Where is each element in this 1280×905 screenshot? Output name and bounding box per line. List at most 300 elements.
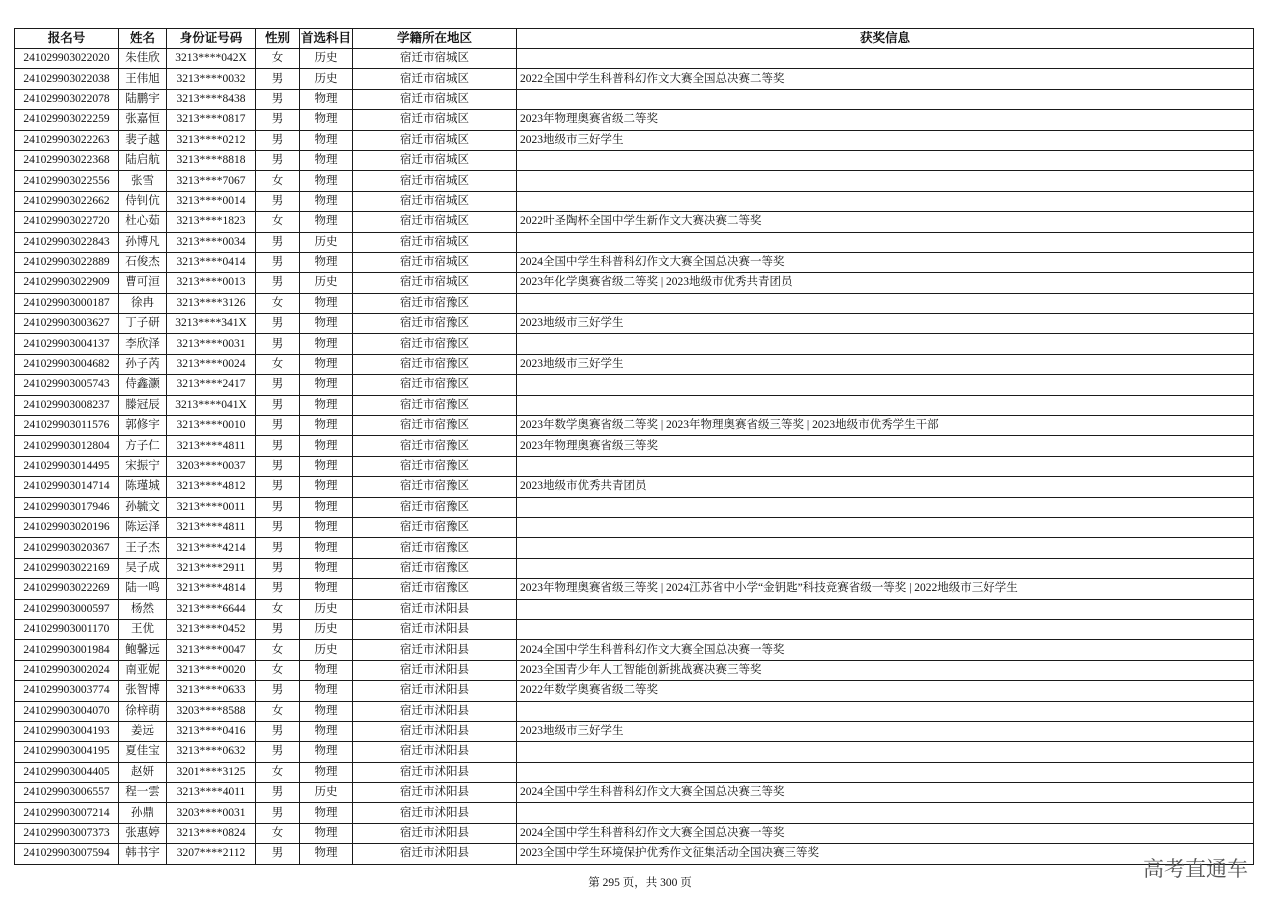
cell-registration-number: 241029903022843	[15, 232, 119, 252]
student-award-table	[14, 28, 1254, 865]
cell-subject: 物理	[300, 681, 353, 701]
cell-student-name: 赵妍	[119, 762, 167, 782]
cell-subject: 物理	[300, 742, 353, 762]
table-row	[15, 477, 1254, 497]
cell-gender: 女	[256, 640, 300, 660]
cell-awards	[517, 456, 1254, 476]
table-row	[15, 436, 1254, 456]
cell-student-name: 陆启航	[119, 150, 167, 170]
cell-region: 宿迁市宿豫区	[353, 436, 517, 456]
cell-subject: 物理	[300, 416, 353, 436]
cell-student-name: 朱佳欣	[119, 49, 167, 69]
cell-subject: 物理	[300, 558, 353, 578]
cell-student-name: 孙鼎	[119, 803, 167, 823]
cell-id-number: 3213****042X	[167, 49, 256, 69]
cell-id-number: 3213****0047	[167, 640, 256, 660]
cell-gender: 男	[256, 619, 300, 639]
cell-region: 宿迁市沭阳县	[353, 762, 517, 782]
cell-gender: 男	[256, 538, 300, 558]
cell-registration-number: 241029903017946	[15, 497, 119, 517]
table-header	[15, 29, 1254, 49]
cell-subject: 历史	[300, 69, 353, 89]
cell-awards	[517, 599, 1254, 619]
cell-gender: 男	[256, 130, 300, 150]
cell-registration-number: 241029903011576	[15, 416, 119, 436]
cell-awards: 2023年化学奥赛省级二等奖 | 2023地级市优秀共青团员	[517, 273, 1254, 293]
table-row	[15, 681, 1254, 701]
cell-gender: 男	[256, 273, 300, 293]
cell-student-name: 方子仁	[119, 436, 167, 456]
cell-subject: 物理	[300, 517, 353, 537]
cell-awards: 2023全国青少年人工智能创新挑战赛决赛三等奖	[517, 660, 1254, 680]
cell-student-name: 陆鹏宇	[119, 89, 167, 109]
cell-student-name: 吴子成	[119, 558, 167, 578]
cell-region: 宿迁市宿城区	[353, 273, 517, 293]
cell-id-number: 3213****4811	[167, 436, 256, 456]
cell-student-name: 张惠婷	[119, 823, 167, 843]
cell-registration-number: 241029903020367	[15, 538, 119, 558]
cell-gender: 男	[256, 334, 300, 354]
cell-id-number: 3213****0452	[167, 619, 256, 639]
cell-gender: 男	[256, 69, 300, 89]
cell-subject: 物理	[300, 436, 353, 456]
cell-id-number: 3213****0632	[167, 742, 256, 762]
table-row	[15, 354, 1254, 374]
cell-region: 宿迁市宿豫区	[353, 558, 517, 578]
table-row	[15, 517, 1254, 537]
cell-region: 宿迁市宿豫区	[353, 416, 517, 436]
cell-subject: 历史	[300, 619, 353, 639]
cell-gender: 男	[256, 89, 300, 109]
cell-awards: 2024全国中学生科普科幻作文大赛全国总决赛一等奖	[517, 640, 1254, 660]
cell-id-number: 3201****3125	[167, 762, 256, 782]
cell-gender: 男	[256, 558, 300, 578]
cell-subject: 物理	[300, 844, 353, 864]
cell-registration-number: 241029903020196	[15, 517, 119, 537]
cell-student-name: 陆一鸣	[119, 579, 167, 599]
cell-student-name: 张雪	[119, 171, 167, 191]
watermark: 高考直通车	[1143, 857, 1248, 881]
cell-region: 宿迁市宿城区	[353, 110, 517, 130]
cell-id-number: 3203****0037	[167, 456, 256, 476]
cell-region: 宿迁市沭阳县	[353, 640, 517, 660]
table-row	[15, 599, 1254, 619]
cell-student-name: 徐冉	[119, 293, 167, 313]
cell-gender: 女	[256, 171, 300, 191]
cell-awards: 2023地级市三好学生	[517, 354, 1254, 374]
cell-awards	[517, 293, 1254, 313]
cell-gender: 男	[256, 110, 300, 130]
cell-registration-number: 241029903001984	[15, 640, 119, 660]
cell-awards: 2023全国中学生环境保护优秀作文征集活动全国决赛三等奖	[517, 844, 1254, 864]
cell-id-number: 3213****341X	[167, 314, 256, 334]
cell-region: 宿迁市沭阳县	[353, 844, 517, 864]
cell-id-number: 3213****2911	[167, 558, 256, 578]
table-row	[15, 619, 1254, 639]
cell-registration-number: 241029903000597	[15, 599, 119, 619]
table-row	[15, 89, 1254, 109]
cell-registration-number: 241029903000187	[15, 293, 119, 313]
table-row	[15, 232, 1254, 252]
table-row	[15, 844, 1254, 864]
cell-awards	[517, 762, 1254, 782]
cell-id-number: 3213****0034	[167, 232, 256, 252]
cell-region: 宿迁市宿城区	[353, 89, 517, 109]
cell-subject: 物理	[300, 191, 353, 211]
table-row	[15, 110, 1254, 130]
cell-registration-number: 241029903002024	[15, 660, 119, 680]
cell-student-name: 李欣泽	[119, 334, 167, 354]
cell-registration-number: 241029903022269	[15, 579, 119, 599]
header-subject: 首选科目	[300, 29, 353, 49]
cell-registration-number: 241029903014495	[15, 456, 119, 476]
cell-gender: 女	[256, 762, 300, 782]
cell-student-name: 孙子芮	[119, 354, 167, 374]
cell-gender: 女	[256, 293, 300, 313]
cell-registration-number: 241029903022889	[15, 252, 119, 272]
cell-awards: 2023年数学奥赛省级二等奖 | 2023年物理奥赛省级三等奖 | 2023地级市优秀学生干部	[517, 416, 1254, 436]
header-gender: 性别	[256, 29, 300, 49]
cell-awards	[517, 232, 1254, 252]
cell-gender: 男	[256, 477, 300, 497]
cell-student-name: 侍鑫灏	[119, 375, 167, 395]
cell-id-number: 3213****0020	[167, 660, 256, 680]
page-number: 第 295 页，共 300 页	[588, 877, 692, 889]
cell-student-name: 王优	[119, 619, 167, 639]
cell-student-name: 韩书宇	[119, 844, 167, 864]
cell-subject: 物理	[300, 395, 353, 415]
cell-id-number: 3213****041X	[167, 395, 256, 415]
table-row	[15, 558, 1254, 578]
cell-registration-number: 241029903003627	[15, 314, 119, 334]
cell-id-number: 3213****0031	[167, 334, 256, 354]
cell-id-number: 3213****0014	[167, 191, 256, 211]
cell-gender: 男	[256, 844, 300, 864]
cell-awards	[517, 558, 1254, 578]
cell-gender: 男	[256, 232, 300, 252]
cell-awards	[517, 49, 1254, 69]
cell-gender: 男	[256, 742, 300, 762]
cell-region: 宿迁市宿豫区	[353, 538, 517, 558]
cell-awards	[517, 150, 1254, 170]
table-row	[15, 150, 1254, 170]
cell-subject: 物理	[300, 701, 353, 721]
cell-subject: 物理	[300, 293, 353, 313]
cell-awards: 2023地级市优秀共青团员	[517, 477, 1254, 497]
cell-subject: 物理	[300, 375, 353, 395]
cell-awards: 2022叶圣陶杯全国中学生新作文大赛决赛二等奖	[517, 212, 1254, 232]
header-id-number: 身份证号码	[167, 29, 256, 49]
cell-region: 宿迁市宿豫区	[353, 314, 517, 334]
cell-subject: 物理	[300, 579, 353, 599]
cell-registration-number: 241029903012804	[15, 436, 119, 456]
cell-subject: 物理	[300, 803, 353, 823]
cell-id-number: 3213****7067	[167, 171, 256, 191]
table-row	[15, 823, 1254, 843]
header-student-name: 姓名	[119, 29, 167, 49]
table-row	[15, 212, 1254, 232]
cell-region: 宿迁市沭阳县	[353, 823, 517, 843]
cell-region: 宿迁市沭阳县	[353, 599, 517, 619]
cell-region: 宿迁市宿豫区	[353, 497, 517, 517]
cell-subject: 物理	[300, 252, 353, 272]
cell-gender: 女	[256, 701, 300, 721]
cell-registration-number: 241029903004682	[15, 354, 119, 374]
cell-region: 宿迁市沭阳县	[353, 803, 517, 823]
cell-id-number: 3213****4214	[167, 538, 256, 558]
cell-id-number: 3213****4011	[167, 783, 256, 803]
table-row	[15, 334, 1254, 354]
cell-awards	[517, 803, 1254, 823]
cell-region: 宿迁市宿城区	[353, 232, 517, 252]
cell-awards: 2024全国中学生科普科幻作文大赛全国总决赛三等奖	[517, 783, 1254, 803]
cell-region: 宿迁市宿豫区	[353, 517, 517, 537]
cell-registration-number: 241029903004405	[15, 762, 119, 782]
cell-student-name: 姜远	[119, 721, 167, 741]
cell-registration-number: 241029903022263	[15, 130, 119, 150]
cell-awards	[517, 375, 1254, 395]
cell-student-name: 滕冠辰	[119, 395, 167, 415]
table-row	[15, 640, 1254, 660]
cell-subject: 物理	[300, 660, 353, 680]
cell-registration-number: 241029903022078	[15, 89, 119, 109]
cell-region: 宿迁市宿豫区	[353, 375, 517, 395]
cell-region: 宿迁市宿豫区	[353, 395, 517, 415]
cell-awards	[517, 171, 1254, 191]
table-row	[15, 191, 1254, 211]
cell-region: 宿迁市宿豫区	[353, 456, 517, 476]
cell-registration-number: 241029903022368	[15, 150, 119, 170]
cell-gender: 女	[256, 599, 300, 619]
cell-region: 宿迁市宿豫区	[353, 579, 517, 599]
cell-awards	[517, 517, 1254, 537]
cell-id-number: 3207****2112	[167, 844, 256, 864]
cell-id-number: 3213****0024	[167, 354, 256, 374]
cell-subject: 物理	[300, 334, 353, 354]
cell-gender: 女	[256, 49, 300, 69]
cell-subject: 历史	[300, 783, 353, 803]
cell-gender: 男	[256, 252, 300, 272]
table-row	[15, 497, 1254, 517]
cell-region: 宿迁市宿城区	[353, 69, 517, 89]
cell-subject: 物理	[300, 150, 353, 170]
table-row	[15, 375, 1254, 395]
cell-student-name: 裴子越	[119, 130, 167, 150]
cell-region: 宿迁市宿豫区	[353, 334, 517, 354]
cell-region: 宿迁市宿城区	[353, 150, 517, 170]
cell-id-number: 3213****0633	[167, 681, 256, 701]
cell-id-number: 3213****0414	[167, 252, 256, 272]
cell-gender: 男	[256, 803, 300, 823]
cell-registration-number: 241029903022662	[15, 191, 119, 211]
cell-id-number: 3213****3126	[167, 293, 256, 313]
cell-region: 宿迁市宿城区	[353, 130, 517, 150]
cell-gender: 男	[256, 314, 300, 334]
cell-awards	[517, 395, 1254, 415]
cell-awards: 2024全国中学生科普科幻作文大赛全国总决赛一等奖	[517, 252, 1254, 272]
cell-id-number: 3213****0416	[167, 721, 256, 741]
cell-registration-number: 241029903022556	[15, 171, 119, 191]
cell-id-number: 3213****0013	[167, 273, 256, 293]
cell-id-number: 3213****4814	[167, 579, 256, 599]
cell-registration-number: 241029903022720	[15, 212, 119, 232]
cell-subject: 物理	[300, 538, 353, 558]
table-row	[15, 69, 1254, 89]
cell-gender: 男	[256, 579, 300, 599]
cell-registration-number: 241029903004137	[15, 334, 119, 354]
cell-subject: 物理	[300, 721, 353, 741]
cell-subject: 历史	[300, 49, 353, 69]
cell-subject: 物理	[300, 823, 353, 843]
cell-region: 宿迁市宿城区	[353, 171, 517, 191]
cell-registration-number: 241029903022259	[15, 110, 119, 130]
cell-region: 宿迁市宿豫区	[353, 477, 517, 497]
header-awards: 获奖信息	[517, 29, 1254, 49]
cell-student-name: 孙毓文	[119, 497, 167, 517]
cell-subject: 物理	[300, 456, 353, 476]
table-row	[15, 538, 1254, 558]
cell-id-number: 3213****1823	[167, 212, 256, 232]
cell-id-number: 3213****0817	[167, 110, 256, 130]
cell-student-name: 曹可洹	[119, 273, 167, 293]
cell-gender: 男	[256, 517, 300, 537]
cell-registration-number: 241029903007594	[15, 844, 119, 864]
cell-id-number: 3203****8588	[167, 701, 256, 721]
table-row	[15, 130, 1254, 150]
cell-registration-number: 241029903022909	[15, 273, 119, 293]
cell-student-name: 王子杰	[119, 538, 167, 558]
cell-registration-number: 241029903022169	[15, 558, 119, 578]
table-row	[15, 293, 1254, 313]
cell-id-number: 3213****0010	[167, 416, 256, 436]
cell-subject: 物理	[300, 497, 353, 517]
cell-registration-number: 241029903001170	[15, 619, 119, 639]
cell-student-name: 陈瑾城	[119, 477, 167, 497]
cell-subject: 物理	[300, 171, 353, 191]
table-row	[15, 416, 1254, 436]
cell-region: 宿迁市宿城区	[353, 252, 517, 272]
table-row	[15, 273, 1254, 293]
cell-student-name: 石俊杰	[119, 252, 167, 272]
cell-awards: 2023地级市三好学生	[517, 721, 1254, 741]
cell-gender: 男	[256, 436, 300, 456]
table-row	[15, 701, 1254, 721]
table-row	[15, 171, 1254, 191]
cell-gender: 男	[256, 395, 300, 415]
cell-registration-number: 241029903008237	[15, 395, 119, 415]
cell-registration-number: 241029903004195	[15, 742, 119, 762]
cell-gender: 男	[256, 497, 300, 517]
table-row	[15, 395, 1254, 415]
cell-region: 宿迁市宿城区	[353, 191, 517, 211]
cell-registration-number: 241029903006557	[15, 783, 119, 803]
cell-gender: 男	[256, 681, 300, 701]
cell-student-name: 夏佳宝	[119, 742, 167, 762]
cell-student-name: 程一雲	[119, 783, 167, 803]
cell-subject: 物理	[300, 314, 353, 334]
cell-awards	[517, 497, 1254, 517]
table-row	[15, 314, 1254, 334]
cell-awards: 2024全国中学生科普科幻作文大赛全国总决赛一等奖	[517, 823, 1254, 843]
table-row	[15, 579, 1254, 599]
cell-subject: 物理	[300, 477, 353, 497]
cell-id-number: 3213****4812	[167, 477, 256, 497]
table-body	[15, 49, 1254, 865]
cell-awards	[517, 701, 1254, 721]
cell-awards: 2023年物理奥赛省级三等奖 | 2024江苏省中小学“金钥匙”科技竞赛省级一等奖 | 2022地级市三好学生	[517, 579, 1254, 599]
table-row	[15, 49, 1254, 69]
cell-student-name: 杨然	[119, 599, 167, 619]
cell-awards	[517, 89, 1254, 109]
cell-subject: 物理	[300, 89, 353, 109]
cell-region: 宿迁市宿豫区	[353, 354, 517, 374]
cell-region: 宿迁市沭阳县	[353, 701, 517, 721]
cell-student-name: 张智博	[119, 681, 167, 701]
cell-registration-number: 241029903022038	[15, 69, 119, 89]
cell-region: 宿迁市沭阳县	[353, 619, 517, 639]
cell-registration-number: 241029903022020	[15, 49, 119, 69]
cell-awards: 2023年物理奥赛省级二等奖	[517, 110, 1254, 130]
cell-awards: 2022年数学奥赛省级二等奖	[517, 681, 1254, 701]
cell-gender: 女	[256, 212, 300, 232]
cell-student-name: 鲍馨远	[119, 640, 167, 660]
cell-registration-number: 241029903007373	[15, 823, 119, 843]
cell-awards	[517, 538, 1254, 558]
table-row	[15, 660, 1254, 680]
cell-registration-number: 241029903005743	[15, 375, 119, 395]
cell-subject: 历史	[300, 273, 353, 293]
cell-subject: 物理	[300, 212, 353, 232]
cell-awards: 2022全国中学生科普科幻作文大赛全国总决赛二等奖	[517, 69, 1254, 89]
cell-region: 宿迁市沭阳县	[353, 721, 517, 741]
cell-gender: 女	[256, 660, 300, 680]
header-region: 学籍所在地区	[353, 29, 517, 49]
cell-awards: 2023年物理奥赛省级三等奖	[517, 436, 1254, 456]
cell-subject: 物理	[300, 130, 353, 150]
cell-subject: 历史	[300, 599, 353, 619]
cell-gender: 女	[256, 823, 300, 843]
cell-student-name: 张嘉恒	[119, 110, 167, 130]
cell-subject: 历史	[300, 232, 353, 252]
cell-gender: 女	[256, 354, 300, 374]
cell-awards	[517, 191, 1254, 211]
table-row	[15, 783, 1254, 803]
cell-gender: 男	[256, 721, 300, 741]
cell-student-name: 王伟旭	[119, 69, 167, 89]
cell-gender: 男	[256, 456, 300, 476]
cell-gender: 男	[256, 416, 300, 436]
cell-id-number: 3213****6644	[167, 599, 256, 619]
cell-subject: 历史	[300, 640, 353, 660]
cell-student-name: 陈运泽	[119, 517, 167, 537]
cell-region: 宿迁市宿城区	[353, 212, 517, 232]
cell-awards	[517, 742, 1254, 762]
cell-registration-number: 241029903007214	[15, 803, 119, 823]
cell-awards	[517, 619, 1254, 639]
table-row	[15, 252, 1254, 272]
cell-id-number: 3213****8818	[167, 150, 256, 170]
table-row	[15, 762, 1254, 782]
cell-student-name: 孙博凡	[119, 232, 167, 252]
cell-id-number: 3213****0212	[167, 130, 256, 150]
cell-subject: 物理	[300, 762, 353, 782]
table-row	[15, 456, 1254, 476]
cell-student-name: 杜心茹	[119, 212, 167, 232]
cell-registration-number: 241029903003774	[15, 681, 119, 701]
cell-region: 宿迁市宿豫区	[353, 293, 517, 313]
cell-id-number: 3213****0032	[167, 69, 256, 89]
cell-id-number: 3213****0824	[167, 823, 256, 843]
